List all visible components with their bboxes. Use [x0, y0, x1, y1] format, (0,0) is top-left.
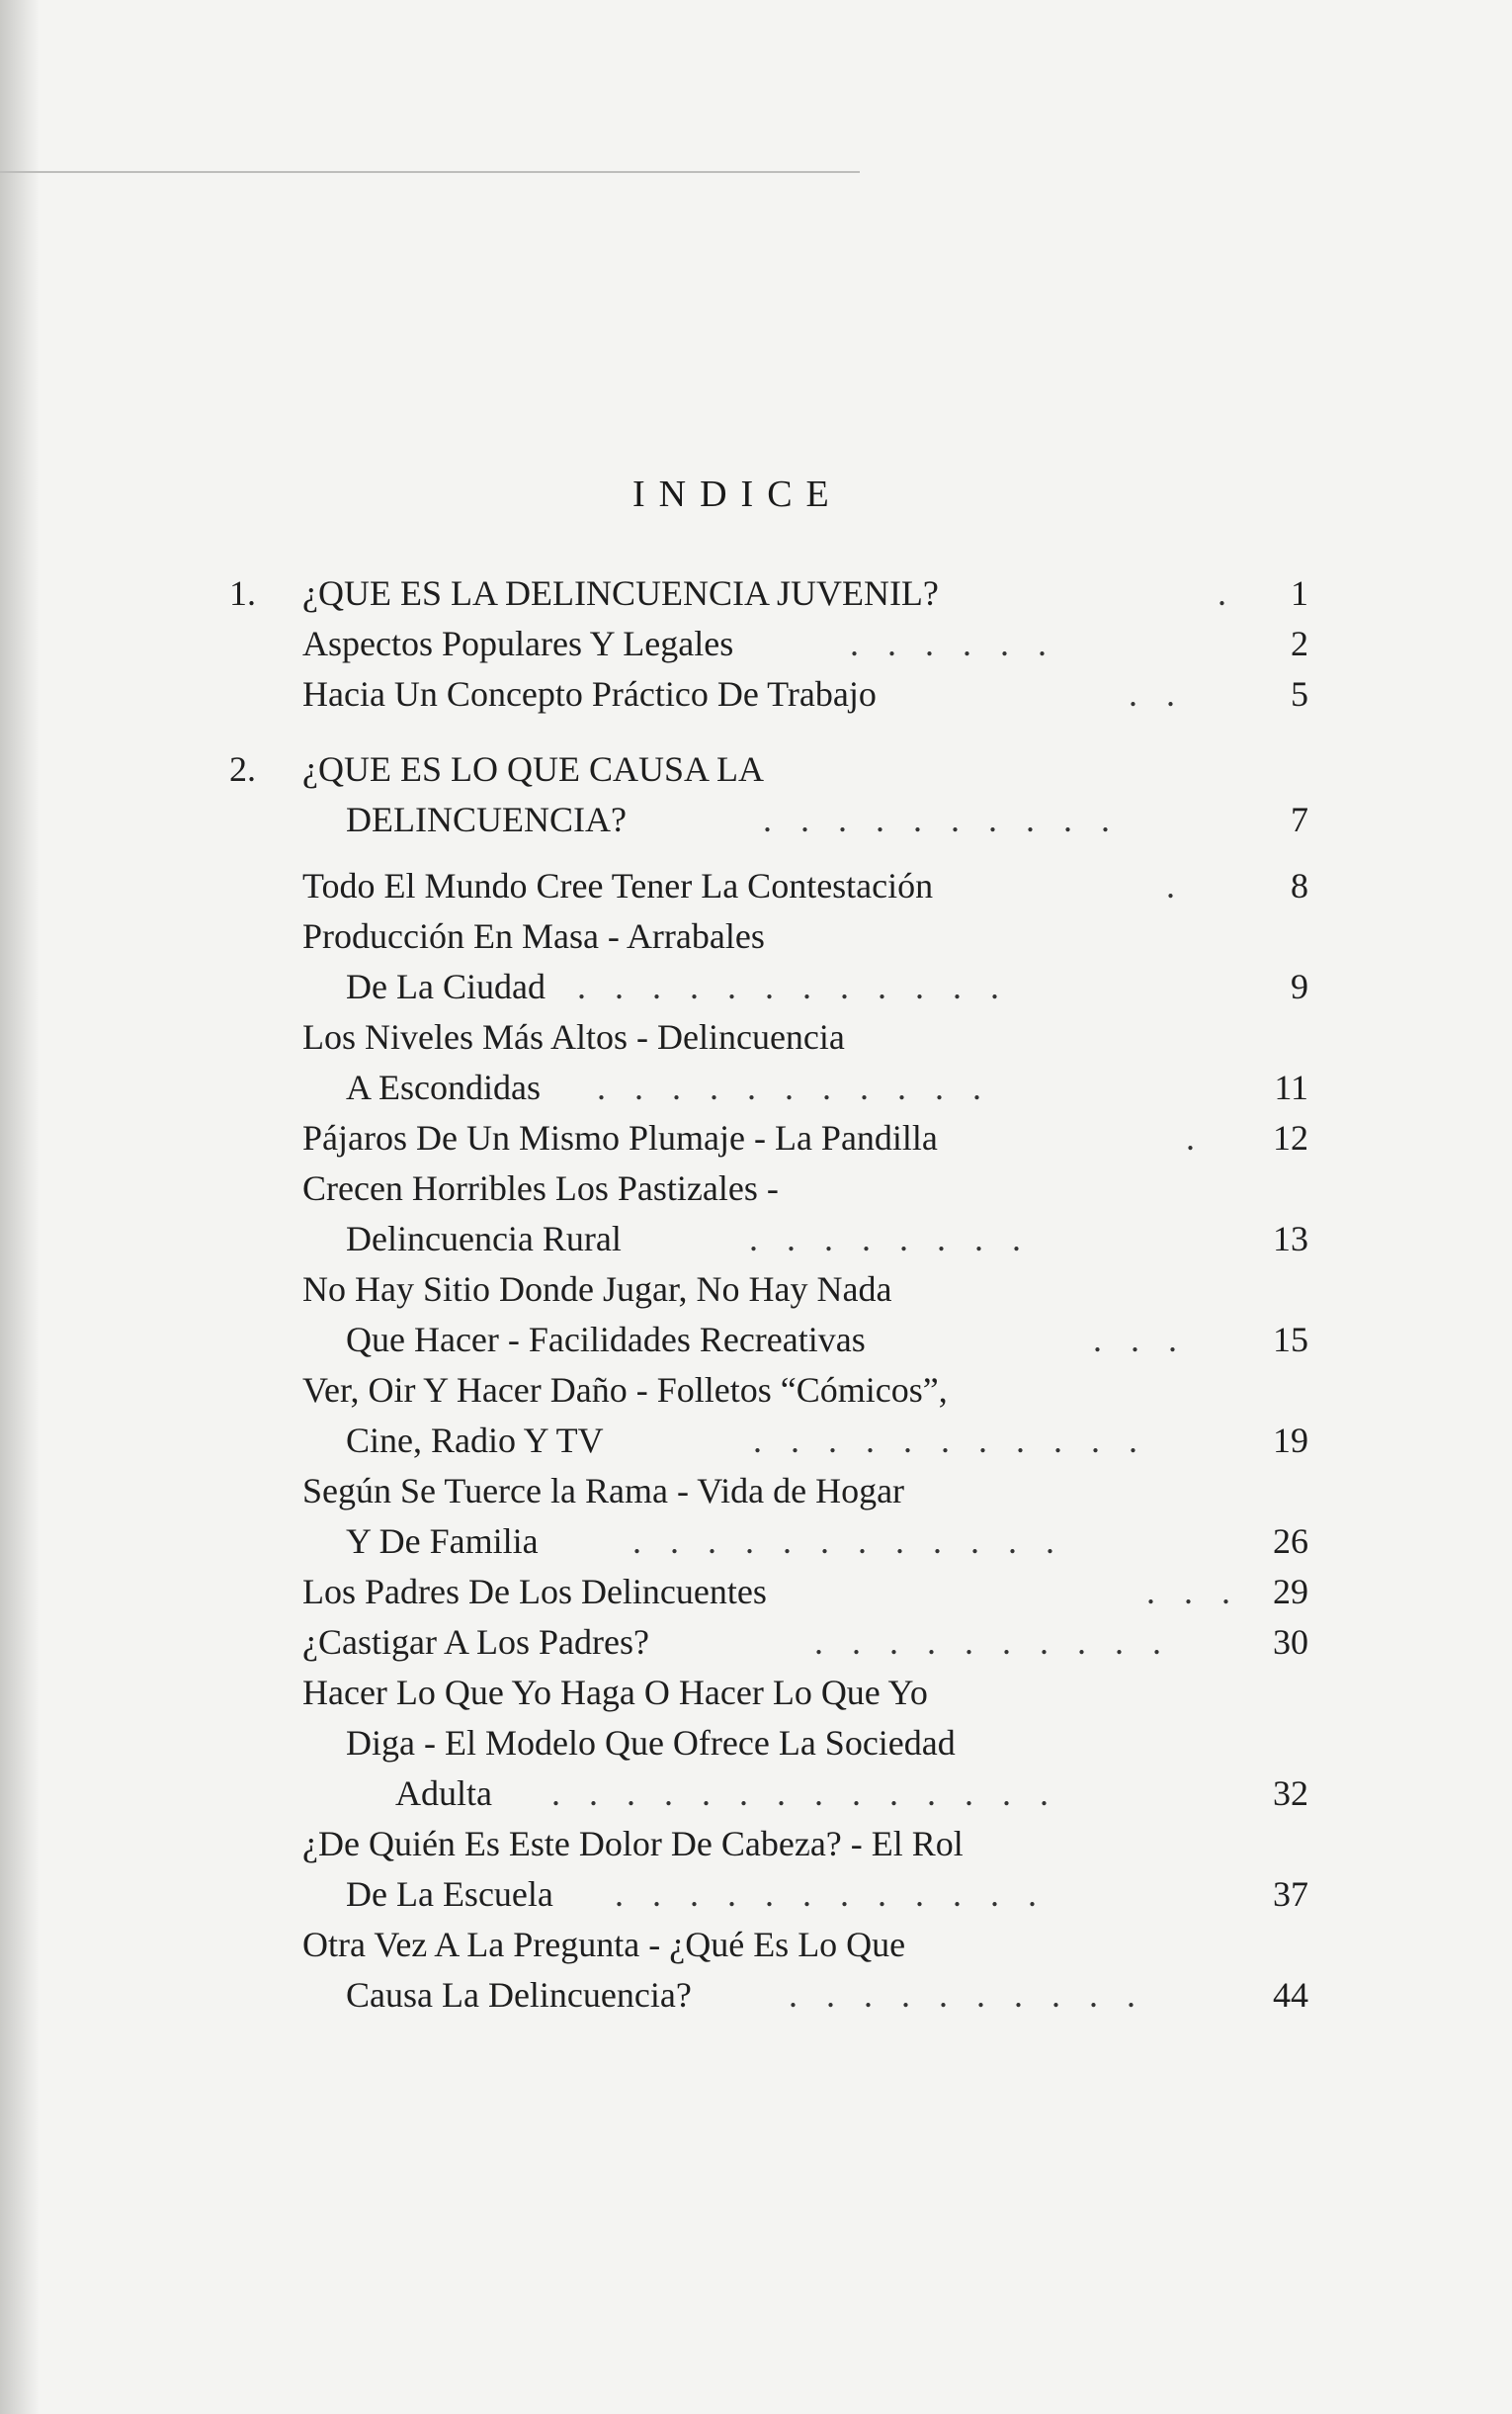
chapter-number: 1.	[229, 573, 256, 613]
page-number: 5	[1291, 674, 1308, 714]
entry-title: Adulta	[395, 1773, 492, 1813]
leader-dots: .	[1166, 866, 1185, 905]
page-number: 11	[1274, 1068, 1308, 1107]
entry-title: Hacer Lo Que Yo Haga O Hacer Lo Que Yo	[302, 1673, 928, 1712]
leader-dots: . . . . . . . . . . . .	[632, 1521, 1064, 1561]
toc-entry	[0, 1868, 1512, 1920]
toc-entry	[0, 668, 1512, 720]
page-number: 32	[1273, 1773, 1308, 1813]
page-number: 9	[1291, 967, 1308, 1006]
page-number: 12	[1273, 1118, 1308, 1158]
entry-title: Ver, Oir Y Hacer Daño - Folletos “Cómicos”,	[302, 1370, 948, 1410]
leader-dots: . . . . . . . . . . . .	[615, 1874, 1047, 1914]
page-number: 13	[1273, 1219, 1308, 1258]
toc-entry	[0, 1163, 1512, 1214]
chapter-number: 2.	[229, 749, 256, 789]
toc-entry	[0, 1062, 1512, 1113]
entry-title: Producción En Masa - Arrabales	[302, 916, 765, 956]
leader-dots: .	[1186, 1118, 1205, 1158]
toc-entry	[0, 1919, 1512, 1970]
toc-entry	[0, 1818, 1512, 1869]
entry-title: ¿QUE ES LO QUE CAUSA LA	[302, 749, 764, 789]
leader-dots: . . .	[1146, 1572, 1240, 1611]
leader-dots: . .	[1129, 674, 1185, 714]
entry-title: ¿QUE ES LA DELINCUENCIA JUVENIL?	[302, 573, 939, 613]
entry-title: Pájaros De Un Mismo Plumaje - La Pandilla	[302, 1118, 938, 1158]
index-heading: INDICE	[632, 474, 843, 515]
toc-entry	[0, 1112, 1512, 1164]
toc-entry	[0, 743, 1512, 795]
page-number: 2	[1291, 624, 1308, 663]
leader-dots: . . . . . . . . . . . . . .	[551, 1773, 1058, 1813]
page-number: 15	[1273, 1320, 1308, 1359]
toc-entry	[0, 1717, 1512, 1768]
leader-dots: . . . . . . . . . .	[763, 800, 1120, 839]
page-number: 30	[1273, 1622, 1308, 1662]
leader-dots: .	[1218, 573, 1236, 613]
entry-title: Y De Familia	[346, 1521, 539, 1561]
leader-dots: . . .	[1093, 1320, 1187, 1359]
leader-dots: . . . . . . . .	[749, 1219, 1031, 1258]
entry-title: Crecen Horribles Los Pastizales -	[302, 1168, 779, 1208]
entry-title: DELINCUENCIA?	[346, 800, 627, 839]
entry-title: Delincuencia Rural	[346, 1219, 622, 1258]
leader-dots: . . . . . . . . . .	[814, 1622, 1171, 1662]
page-number: 44	[1273, 1975, 1308, 2015]
entry-title: Los Padres De Los Delincuentes	[302, 1572, 767, 1611]
toc-entry	[0, 961, 1512, 1012]
toc-entry	[0, 1566, 1512, 1617]
entry-title: Los Niveles Más Altos - Delincuencia	[302, 1017, 845, 1057]
toc-entry	[0, 910, 1512, 962]
toc-entry	[0, 1415, 1512, 1466]
page-number: 8	[1291, 866, 1308, 905]
entry-title: De La Ciudad	[346, 967, 546, 1006]
toc-entry	[0, 1969, 1512, 2021]
toc-entry	[0, 1213, 1512, 1264]
toc-entry	[0, 1263, 1512, 1315]
entry-title: ¿Castigar A Los Padres?	[302, 1622, 649, 1662]
toc-entry	[0, 860, 1512, 911]
entry-title: ¿De Quién Es Este Dolor De Cabeza? - El Rol	[302, 1824, 964, 1863]
toc-entry	[0, 1011, 1512, 1063]
entry-title: Que Hacer - Facilidades Recreativas	[346, 1320, 866, 1359]
leader-dots: . . . . . . . . . . .	[597, 1068, 991, 1107]
entry-title: A Escondidas	[346, 1068, 541, 1107]
entry-title: Hacia Un Concepto Práctico De Trabajo	[302, 674, 877, 714]
leader-dots: . . . . . . . . . . . .	[577, 967, 1009, 1006]
toc-entry	[0, 1364, 1512, 1416]
entry-title: De La Escuela	[346, 1874, 553, 1914]
toc-entry	[0, 1314, 1512, 1365]
page-number: 1	[1291, 573, 1308, 613]
toc-entry	[0, 1667, 1512, 1718]
page-number: 7	[1291, 800, 1308, 839]
entry-title: Otra Vez A La Pregunta - ¿Qué Es Lo Que	[302, 1925, 906, 1964]
entry-title: No Hay Sitio Donde Jugar, No Hay Nada	[302, 1269, 892, 1309]
page-number: 37	[1273, 1874, 1308, 1914]
entry-title: Cine, Radio Y TV	[346, 1421, 604, 1460]
page-number: 26	[1273, 1521, 1308, 1561]
leader-dots: . . . . . .	[850, 624, 1056, 663]
toc-entry	[0, 1767, 1512, 1819]
toc-entry	[0, 1616, 1512, 1668]
entry-title: Según Se Tuerce la Rama - Vida de Hogar	[302, 1471, 905, 1510]
top-rule	[0, 171, 860, 173]
entry-title: Causa La Delincuencia?	[346, 1975, 692, 2015]
toc-entry	[0, 567, 1512, 619]
page-number: 19	[1273, 1421, 1308, 1460]
entry-title: Diga - El Modelo Que Ofrece La Sociedad	[346, 1723, 956, 1763]
page-number: 29	[1273, 1572, 1308, 1611]
toc-entry	[0, 794, 1512, 845]
toc-entry	[0, 1515, 1512, 1567]
leader-dots: . . . . . . . . . . .	[753, 1421, 1147, 1460]
toc-entry	[0, 1465, 1512, 1516]
toc-entry	[0, 618, 1512, 669]
leader-dots: . . . . . . . . . .	[789, 1975, 1145, 2015]
entry-title: Todo El Mundo Cree Tener La Contestación	[302, 866, 934, 905]
entry-title: Aspectos Populares Y Legales	[302, 624, 734, 663]
